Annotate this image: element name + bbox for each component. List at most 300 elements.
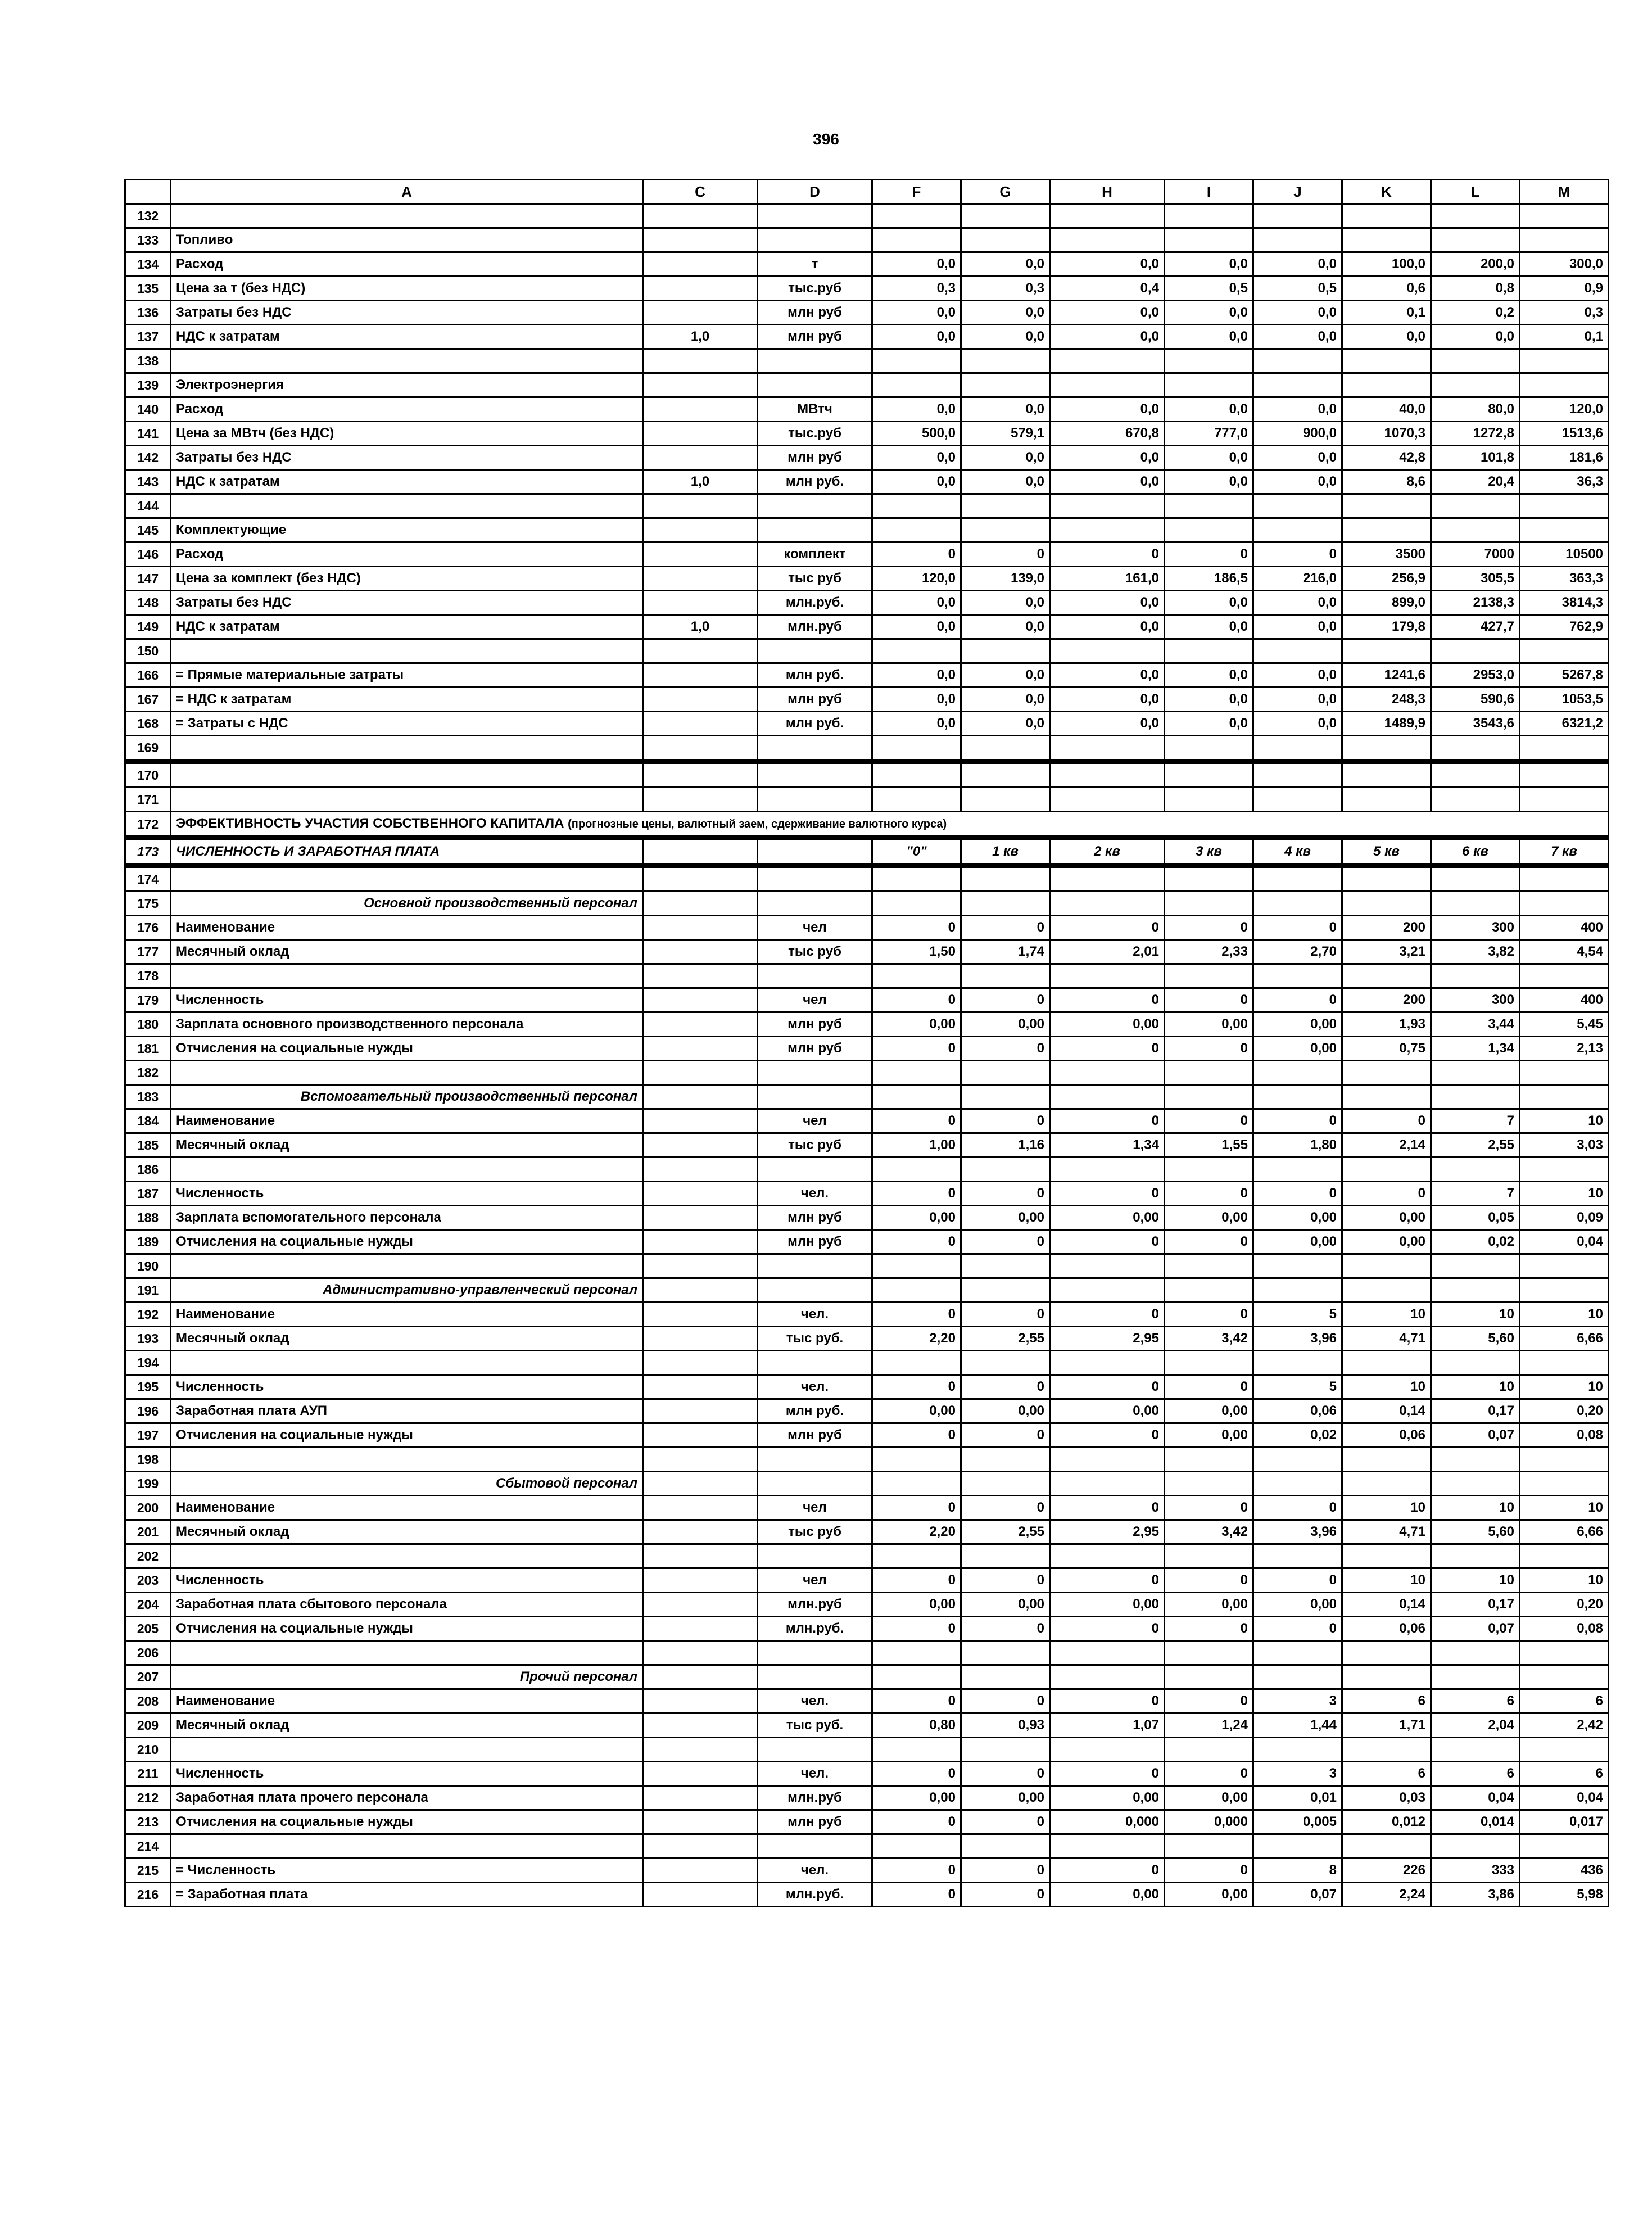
cell-value[interactable]: 0,0: [872, 470, 961, 494]
cell-unit[interactable]: млн руб: [758, 1810, 872, 1834]
cell-value[interactable]: [1431, 639, 1520, 663]
cell-value[interactable]: 1,74: [961, 940, 1050, 964]
cell-value[interactable]: [1431, 204, 1520, 228]
cell-label[interactable]: Расход: [171, 252, 643, 277]
cell-value[interactable]: [1342, 1061, 1431, 1085]
cell-value[interactable]: 0,0: [961, 470, 1050, 494]
cell-unit[interactable]: тыс руб: [758, 1133, 872, 1158]
cell-label[interactable]: Наименование: [171, 1303, 643, 1327]
cell-value[interactable]: 181,6: [1520, 446, 1609, 470]
row-number[interactable]: 183: [125, 1085, 171, 1109]
cell-value[interactable]: [1431, 1544, 1520, 1568]
row-number[interactable]: 187: [125, 1182, 171, 1206]
cell-value[interactable]: 10500: [1520, 542, 1609, 567]
cell-value[interactable]: 0,0: [1165, 325, 1253, 349]
cell-value[interactable]: 0: [1050, 1375, 1165, 1399]
cell-value[interactable]: [1253, 204, 1342, 228]
cell-value[interactable]: [1253, 964, 1342, 988]
cell-value[interactable]: [1165, 1448, 1253, 1472]
cell-coefficient[interactable]: [643, 518, 758, 542]
period-header[interactable]: 1 кв: [961, 838, 1050, 866]
cell-value[interactable]: 0: [961, 1883, 1050, 1907]
subsection-heading[interactable]: Вспомогательный производственный персонал: [171, 1085, 643, 1109]
cell-value[interactable]: 0,0: [1050, 470, 1165, 494]
cell-value[interactable]: [1165, 349, 1253, 373]
cell-empty[interactable]: [1431, 1278, 1520, 1303]
cell-value[interactable]: 10: [1342, 1496, 1431, 1520]
cell-unit[interactable]: чел.: [758, 1303, 872, 1327]
cell-value[interactable]: 1,55: [1165, 1133, 1253, 1158]
cell-coefficient[interactable]: [643, 762, 758, 788]
cell-value[interactable]: 10: [1520, 1109, 1609, 1133]
cell-value[interactable]: 0,0: [961, 301, 1050, 325]
cell-label[interactable]: Наименование: [171, 1109, 643, 1133]
cell-value[interactable]: 226: [1342, 1859, 1431, 1883]
cell-value[interactable]: 0,03: [1342, 1786, 1431, 1810]
cell-value[interactable]: [961, 762, 1050, 788]
cell-value[interactable]: 10: [1431, 1496, 1520, 1520]
cell-coefficient[interactable]: [643, 1109, 758, 1133]
cell-value[interactable]: 0,1: [1342, 301, 1431, 325]
cell-coefficient[interactable]: [643, 1568, 758, 1593]
cell-label[interactable]: Месячный оклад: [171, 1133, 643, 1158]
cell-unit[interactable]: [758, 788, 872, 812]
cell-unit[interactable]: т: [758, 252, 872, 277]
row-number[interactable]: 216: [125, 1883, 171, 1907]
cell-value[interactable]: 0: [1050, 1762, 1165, 1786]
cell-coefficient[interactable]: [643, 446, 758, 470]
cell-value[interactable]: 2953,0: [1431, 663, 1520, 688]
cell-value[interactable]: 5,98: [1520, 1883, 1609, 1907]
cell-label[interactable]: [171, 1834, 643, 1859]
cell-value[interactable]: 0,0: [1165, 397, 1253, 422]
cell-value[interactable]: [1520, 1158, 1609, 1182]
cell-value[interactable]: 0: [1050, 1109, 1165, 1133]
row-number[interactable]: 172: [125, 812, 171, 838]
cell-value[interactable]: [1165, 639, 1253, 663]
cell-empty[interactable]: [1431, 1472, 1520, 1496]
cell-coefficient[interactable]: [643, 1061, 758, 1085]
cell-label[interactable]: Численность: [171, 1375, 643, 1399]
cell-value[interactable]: 0,0: [1165, 470, 1253, 494]
cell-value[interactable]: 5: [1253, 1303, 1342, 1327]
cell-value[interactable]: 0,0: [1165, 591, 1253, 615]
cell-value[interactable]: [1431, 1641, 1520, 1665]
cell-coefficient[interactable]: [643, 252, 758, 277]
cell-coefficient[interactable]: [643, 422, 758, 446]
cell-value[interactable]: 2,24: [1342, 1883, 1431, 1907]
cell-unit[interactable]: млн руб: [758, 1012, 872, 1037]
cell-label[interactable]: [171, 1448, 643, 1472]
cell-value[interactable]: 590,6: [1431, 688, 1520, 712]
cell-unit[interactable]: [758, 866, 872, 892]
cell-value[interactable]: 0,00: [1253, 1037, 1342, 1061]
row-number[interactable]: 181: [125, 1037, 171, 1061]
cell-value[interactable]: 0,0: [961, 252, 1050, 277]
cell-value[interactable]: 0: [1165, 1375, 1253, 1399]
row-number[interactable]: 167: [125, 688, 171, 712]
cell-value[interactable]: [961, 1738, 1050, 1762]
cell-value[interactable]: 0,00: [961, 1786, 1050, 1810]
cell-value[interactable]: 0,00: [1165, 1883, 1253, 1907]
cell-value[interactable]: 2,13: [1520, 1037, 1609, 1061]
cell-coefficient[interactable]: [643, 1738, 758, 1762]
cell-empty[interactable]: [961, 1278, 1050, 1303]
cell-coefficient[interactable]: [643, 1254, 758, 1278]
cell-value[interactable]: [1520, 1254, 1609, 1278]
row-number[interactable]: 173: [125, 838, 171, 866]
cell-value[interactable]: 10: [1431, 1375, 1520, 1399]
cell-value[interactable]: [1253, 1448, 1342, 1472]
cell-value[interactable]: 1,24: [1165, 1713, 1253, 1738]
cell-value[interactable]: 0,06: [1342, 1423, 1431, 1448]
cell-unit[interactable]: [758, 204, 872, 228]
cell-value[interactable]: 305,5: [1431, 567, 1520, 591]
cell-value[interactable]: 0: [872, 1617, 961, 1641]
cell-value[interactable]: 5,60: [1431, 1520, 1520, 1544]
cell-label[interactable]: Наименование: [171, 1689, 643, 1713]
cell-value[interactable]: [872, 373, 961, 397]
cell-label[interactable]: = НДС к затратам: [171, 688, 643, 712]
cell-unit[interactable]: млн руб: [758, 325, 872, 349]
cell-value[interactable]: [961, 736, 1050, 762]
row-number[interactable]: 202: [125, 1544, 171, 1568]
row-number[interactable]: 198: [125, 1448, 171, 1472]
cell-value[interactable]: 2,14: [1342, 1133, 1431, 1158]
cell-value[interactable]: 1,34: [1050, 1133, 1165, 1158]
cell-unit[interactable]: чел: [758, 1496, 872, 1520]
cell-value[interactable]: [1165, 866, 1253, 892]
cell-label[interactable]: Зарплата вспомогательного персонала: [171, 1206, 643, 1230]
cell-value[interactable]: 300: [1431, 916, 1520, 940]
cell-unit[interactable]: млн.руб: [758, 1593, 872, 1617]
cell-value[interactable]: 2,01: [1050, 940, 1165, 964]
cell-label[interactable]: [171, 866, 643, 892]
cell-coefficient[interactable]: [643, 1786, 758, 1810]
cell-value[interactable]: 6,66: [1520, 1327, 1609, 1351]
cell-value[interactable]: [1050, 494, 1165, 518]
cell-value[interactable]: 0: [1253, 1109, 1342, 1133]
cell-value[interactable]: 4,71: [1342, 1520, 1431, 1544]
cell-value[interactable]: [1253, 788, 1342, 812]
cell-value[interactable]: 0,0: [1253, 470, 1342, 494]
cell-value[interactable]: 0,0: [1253, 712, 1342, 736]
cell-value[interactable]: [872, 964, 961, 988]
cell-value[interactable]: [1520, 736, 1609, 762]
cell-value[interactable]: 0,00: [1165, 1593, 1253, 1617]
cell-value[interactable]: [1050, 349, 1165, 373]
cell-empty[interactable]: [1342, 1472, 1431, 1496]
cell-value[interactable]: 0,0: [1165, 301, 1253, 325]
row-number[interactable]: 193: [125, 1327, 171, 1351]
cell-coefficient[interactable]: [643, 1037, 758, 1061]
cell-coefficient[interactable]: [643, 204, 758, 228]
cell-value[interactable]: 3,44: [1431, 1012, 1520, 1037]
cell-value[interactable]: 1070,3: [1342, 422, 1431, 446]
cell-coefficient[interactable]: [643, 1859, 758, 1883]
cell-value[interactable]: [1050, 736, 1165, 762]
cell-value[interactable]: [1050, 866, 1165, 892]
cell-value[interactable]: 0: [1050, 916, 1165, 940]
cell-value[interactable]: [1165, 964, 1253, 988]
row-number[interactable]: 205: [125, 1617, 171, 1641]
cell-label[interactable]: Цена за комплект (без НДС): [171, 567, 643, 591]
subsection-heading[interactable]: Основной производственный персонал: [171, 892, 643, 916]
cell-value[interactable]: 0,9: [1520, 277, 1609, 301]
row-number[interactable]: 144: [125, 494, 171, 518]
cell-coefficient[interactable]: [643, 688, 758, 712]
subsection-heading[interactable]: Административно-управленческий персонал: [171, 1278, 643, 1303]
cell-empty[interactable]: [1253, 1085, 1342, 1109]
cell-value[interactable]: [872, 866, 961, 892]
cell-value[interactable]: 1,00: [872, 1133, 961, 1158]
cell-coefficient[interactable]: [643, 373, 758, 397]
cell-coefficient[interactable]: [643, 1448, 758, 1472]
cell-unit[interactable]: чел.: [758, 1762, 872, 1786]
cell-value[interactable]: [1342, 494, 1431, 518]
cell-value[interactable]: [1431, 518, 1520, 542]
cell-coefficient[interactable]: [643, 1327, 758, 1351]
cell-value[interactable]: [1165, 1834, 1253, 1859]
cell-value[interactable]: 3,86: [1431, 1883, 1520, 1907]
cell-unit[interactable]: тыс руб: [758, 567, 872, 591]
cell-value[interactable]: 0: [872, 916, 961, 940]
cell-value[interactable]: [1342, 762, 1431, 788]
cell-value[interactable]: [1342, 1544, 1431, 1568]
cell-empty[interactable]: [961, 892, 1050, 916]
cell-value[interactable]: 0: [1165, 1230, 1253, 1254]
cell-value[interactable]: 0,09: [1520, 1206, 1609, 1230]
cell-value[interactable]: 0,0: [961, 615, 1050, 639]
cell-value[interactable]: 0: [872, 1423, 961, 1448]
cell-value[interactable]: [961, 1351, 1050, 1375]
cell-value[interactable]: 0,0: [872, 397, 961, 422]
cell-value[interactable]: 0: [961, 1037, 1050, 1061]
row-number[interactable]: 141: [125, 422, 171, 446]
cell-value[interactable]: [1431, 1158, 1520, 1182]
cell-value[interactable]: [872, 1544, 961, 1568]
cell-label[interactable]: Цена за т (без НДС): [171, 277, 643, 301]
cell-value[interactable]: 0: [1165, 916, 1253, 940]
cell-value[interactable]: 0,04: [1520, 1230, 1609, 1254]
cell-unit[interactable]: млн.руб: [758, 615, 872, 639]
cell-label[interactable]: [171, 1254, 643, 1278]
cell-value[interactable]: 0: [961, 1303, 1050, 1327]
row-number[interactable]: 191: [125, 1278, 171, 1303]
cell-value[interactable]: [1431, 866, 1520, 892]
cell-empty[interactable]: [1342, 1665, 1431, 1689]
cell-value[interactable]: 1272,8: [1431, 422, 1520, 446]
cell-value[interactable]: 0: [961, 1859, 1050, 1883]
row-number[interactable]: 196: [125, 1399, 171, 1423]
cell-value[interactable]: [961, 788, 1050, 812]
cell-value[interactable]: 2,20: [872, 1520, 961, 1544]
cell-value[interactable]: 0: [1050, 1303, 1165, 1327]
cell-value[interactable]: [872, 1738, 961, 1762]
cell-coefficient[interactable]: [643, 1883, 758, 1907]
subsection-heading[interactable]: Сбытовой персонал: [171, 1472, 643, 1496]
row-number[interactable]: 200: [125, 1496, 171, 1520]
cell-label[interactable]: НДС к затратам: [171, 325, 643, 349]
cell-value[interactable]: 0: [961, 1762, 1050, 1786]
cell-coefficient[interactable]: [643, 1641, 758, 1665]
cell-value[interactable]: [1431, 736, 1520, 762]
cell-value[interactable]: 0: [1165, 1568, 1253, 1593]
cell-value[interactable]: 0: [1253, 1182, 1342, 1206]
cell-value[interactable]: 0,000: [1050, 1810, 1165, 1834]
cell-coefficient[interactable]: [643, 1399, 758, 1423]
cell-value[interactable]: [1342, 373, 1431, 397]
cell-label[interactable]: Численность: [171, 988, 643, 1012]
cell-value[interactable]: [1342, 736, 1431, 762]
cell-value[interactable]: 2,33: [1165, 940, 1253, 964]
cell-value[interactable]: 0,0: [961, 663, 1050, 688]
cell-value[interactable]: 0: [961, 1109, 1050, 1133]
cell-value[interactable]: [1520, 228, 1609, 252]
cell-value[interactable]: [872, 349, 961, 373]
cell-value[interactable]: 0: [961, 1182, 1050, 1206]
cell-value[interactable]: 0: [1165, 1303, 1253, 1327]
cell-value[interactable]: 0: [961, 1617, 1050, 1641]
cell-value[interactable]: 216,0: [1253, 567, 1342, 591]
cell-value[interactable]: 0,0: [1253, 252, 1342, 277]
cell-value[interactable]: 0,06: [1342, 1617, 1431, 1641]
cell-label[interactable]: = Затраты с НДС: [171, 712, 643, 736]
cell-label[interactable]: Топливо: [171, 228, 643, 252]
cell-unit[interactable]: тыс руб.: [758, 1327, 872, 1351]
cell-value[interactable]: [1431, 1738, 1520, 1762]
cell-unit[interactable]: [758, 1254, 872, 1278]
cell-value[interactable]: 0: [1253, 1496, 1342, 1520]
cell-empty[interactable]: [872, 1278, 961, 1303]
cell-value[interactable]: [1342, 228, 1431, 252]
row-number[interactable]: 132: [125, 204, 171, 228]
cell-value[interactable]: [1520, 964, 1609, 988]
cell-value[interactable]: [1050, 639, 1165, 663]
cell-unit[interactable]: млн руб.: [758, 1399, 872, 1423]
cell-value[interactable]: 1,80: [1253, 1133, 1342, 1158]
cell-value[interactable]: 1,71: [1342, 1713, 1431, 1738]
cell-value[interactable]: 10: [1520, 1568, 1609, 1593]
cell-value[interactable]: 0,00: [1253, 1593, 1342, 1617]
cell-value[interactable]: 0: [1253, 1568, 1342, 1593]
cell-value[interactable]: 0: [961, 1230, 1050, 1254]
cell-value[interactable]: 0,02: [1431, 1230, 1520, 1254]
column-header-g[interactable]: G: [961, 180, 1050, 204]
cell-value[interactable]: 0,05: [1431, 1206, 1520, 1230]
cell-value[interactable]: 0,0: [1342, 325, 1431, 349]
cell-value[interactable]: 0,04: [1431, 1786, 1520, 1810]
cell-value[interactable]: 0: [961, 988, 1050, 1012]
cell-value[interactable]: [1050, 228, 1165, 252]
cell-value[interactable]: 0,07: [1253, 1883, 1342, 1907]
cell-value[interactable]: [1520, 1641, 1609, 1665]
cell-value[interactable]: 186,5: [1165, 567, 1253, 591]
cell-value[interactable]: 0,00: [961, 1206, 1050, 1230]
cell-value[interactable]: 0,0: [1165, 446, 1253, 470]
cell-value[interactable]: 0,0: [1050, 688, 1165, 712]
cell-value[interactable]: [1342, 1834, 1431, 1859]
cell-value[interactable]: [872, 1641, 961, 1665]
cell-label[interactable]: НДС к затратам: [171, 615, 643, 639]
cell-value[interactable]: 777,0: [1165, 422, 1253, 446]
cell-value[interactable]: 5: [1253, 1375, 1342, 1399]
cell-label[interactable]: [171, 788, 643, 812]
cell-label[interactable]: Заработная плата АУП: [171, 1399, 643, 1423]
cell-value[interactable]: 4,54: [1520, 940, 1609, 964]
cell-value[interactable]: 0: [1165, 988, 1253, 1012]
cell-value[interactable]: 10: [1342, 1303, 1431, 1327]
cell-value[interactable]: 0,00: [872, 1206, 961, 1230]
row-number[interactable]: 185: [125, 1133, 171, 1158]
cell-value[interactable]: 899,0: [1342, 591, 1431, 615]
row-number[interactable]: 207: [125, 1665, 171, 1689]
cell-value[interactable]: [872, 639, 961, 663]
cell-empty[interactable]: [1520, 1278, 1609, 1303]
cell-value[interactable]: 256,9: [1342, 567, 1431, 591]
cell-value[interactable]: 8: [1253, 1859, 1342, 1883]
cell-label[interactable]: Электроэнергия: [171, 373, 643, 397]
cell-value[interactable]: [872, 1061, 961, 1085]
cell-value[interactable]: [1431, 762, 1520, 788]
cell-value[interactable]: 200: [1342, 916, 1431, 940]
cell-value[interactable]: [1253, 1254, 1342, 1278]
cell-unit[interactable]: [758, 1544, 872, 1568]
cell-value[interactable]: [1165, 788, 1253, 812]
cell-label[interactable]: Зарплата основного производственного персонала: [171, 1012, 643, 1037]
cell-value[interactable]: 80,0: [1431, 397, 1520, 422]
cell-label[interactable]: Месячный оклад: [171, 1327, 643, 1351]
cell-value[interactable]: 0,0: [1050, 301, 1165, 325]
cell-value[interactable]: [961, 1641, 1050, 1665]
cell-label[interactable]: Наименование: [171, 1496, 643, 1520]
row-number[interactable]: 133: [125, 228, 171, 252]
cell-value[interactable]: 0,3: [961, 277, 1050, 301]
cell-empty[interactable]: [1431, 892, 1520, 916]
cell-label[interactable]: [171, 639, 643, 663]
cell-label[interactable]: [171, 204, 643, 228]
cell-value[interactable]: 3,42: [1165, 1327, 1253, 1351]
cell-value[interactable]: [1431, 1351, 1520, 1375]
cell-value[interactable]: [1165, 373, 1253, 397]
cell-value[interactable]: 0,0: [1253, 591, 1342, 615]
cell-empty[interactable]: [758, 1472, 872, 1496]
cell-value[interactable]: 0,00: [872, 1399, 961, 1423]
cell-value[interactable]: 0,00: [1253, 1012, 1342, 1037]
cell-unit[interactable]: чел.: [758, 1689, 872, 1713]
cell-value[interactable]: 0,0: [1253, 446, 1342, 470]
cell-unit[interactable]: [758, 228, 872, 252]
cell-label[interactable]: Численность: [171, 1762, 643, 1786]
row-number[interactable]: 136: [125, 301, 171, 325]
cell-empty[interactable]: [1050, 892, 1165, 916]
cell-value[interactable]: 0,6: [1342, 277, 1431, 301]
corner-cell[interactable]: [125, 180, 171, 204]
cell-value[interactable]: [1253, 1834, 1342, 1859]
cell-value[interactable]: 2,95: [1050, 1520, 1165, 1544]
column-header-l[interactable]: L: [1431, 180, 1520, 204]
cell-coefficient[interactable]: [643, 1133, 758, 1158]
cell-value[interactable]: [1520, 518, 1609, 542]
row-number[interactable]: 179: [125, 988, 171, 1012]
row-number[interactable]: 171: [125, 788, 171, 812]
cell-coefficient[interactable]: [643, 1158, 758, 1182]
cell-value[interactable]: [1165, 1351, 1253, 1375]
cell-value[interactable]: [1520, 1834, 1609, 1859]
cell-unit[interactable]: тыс руб.: [758, 1713, 872, 1738]
cell-empty[interactable]: [1165, 1472, 1253, 1496]
cell-value[interactable]: 0,04: [1520, 1786, 1609, 1810]
